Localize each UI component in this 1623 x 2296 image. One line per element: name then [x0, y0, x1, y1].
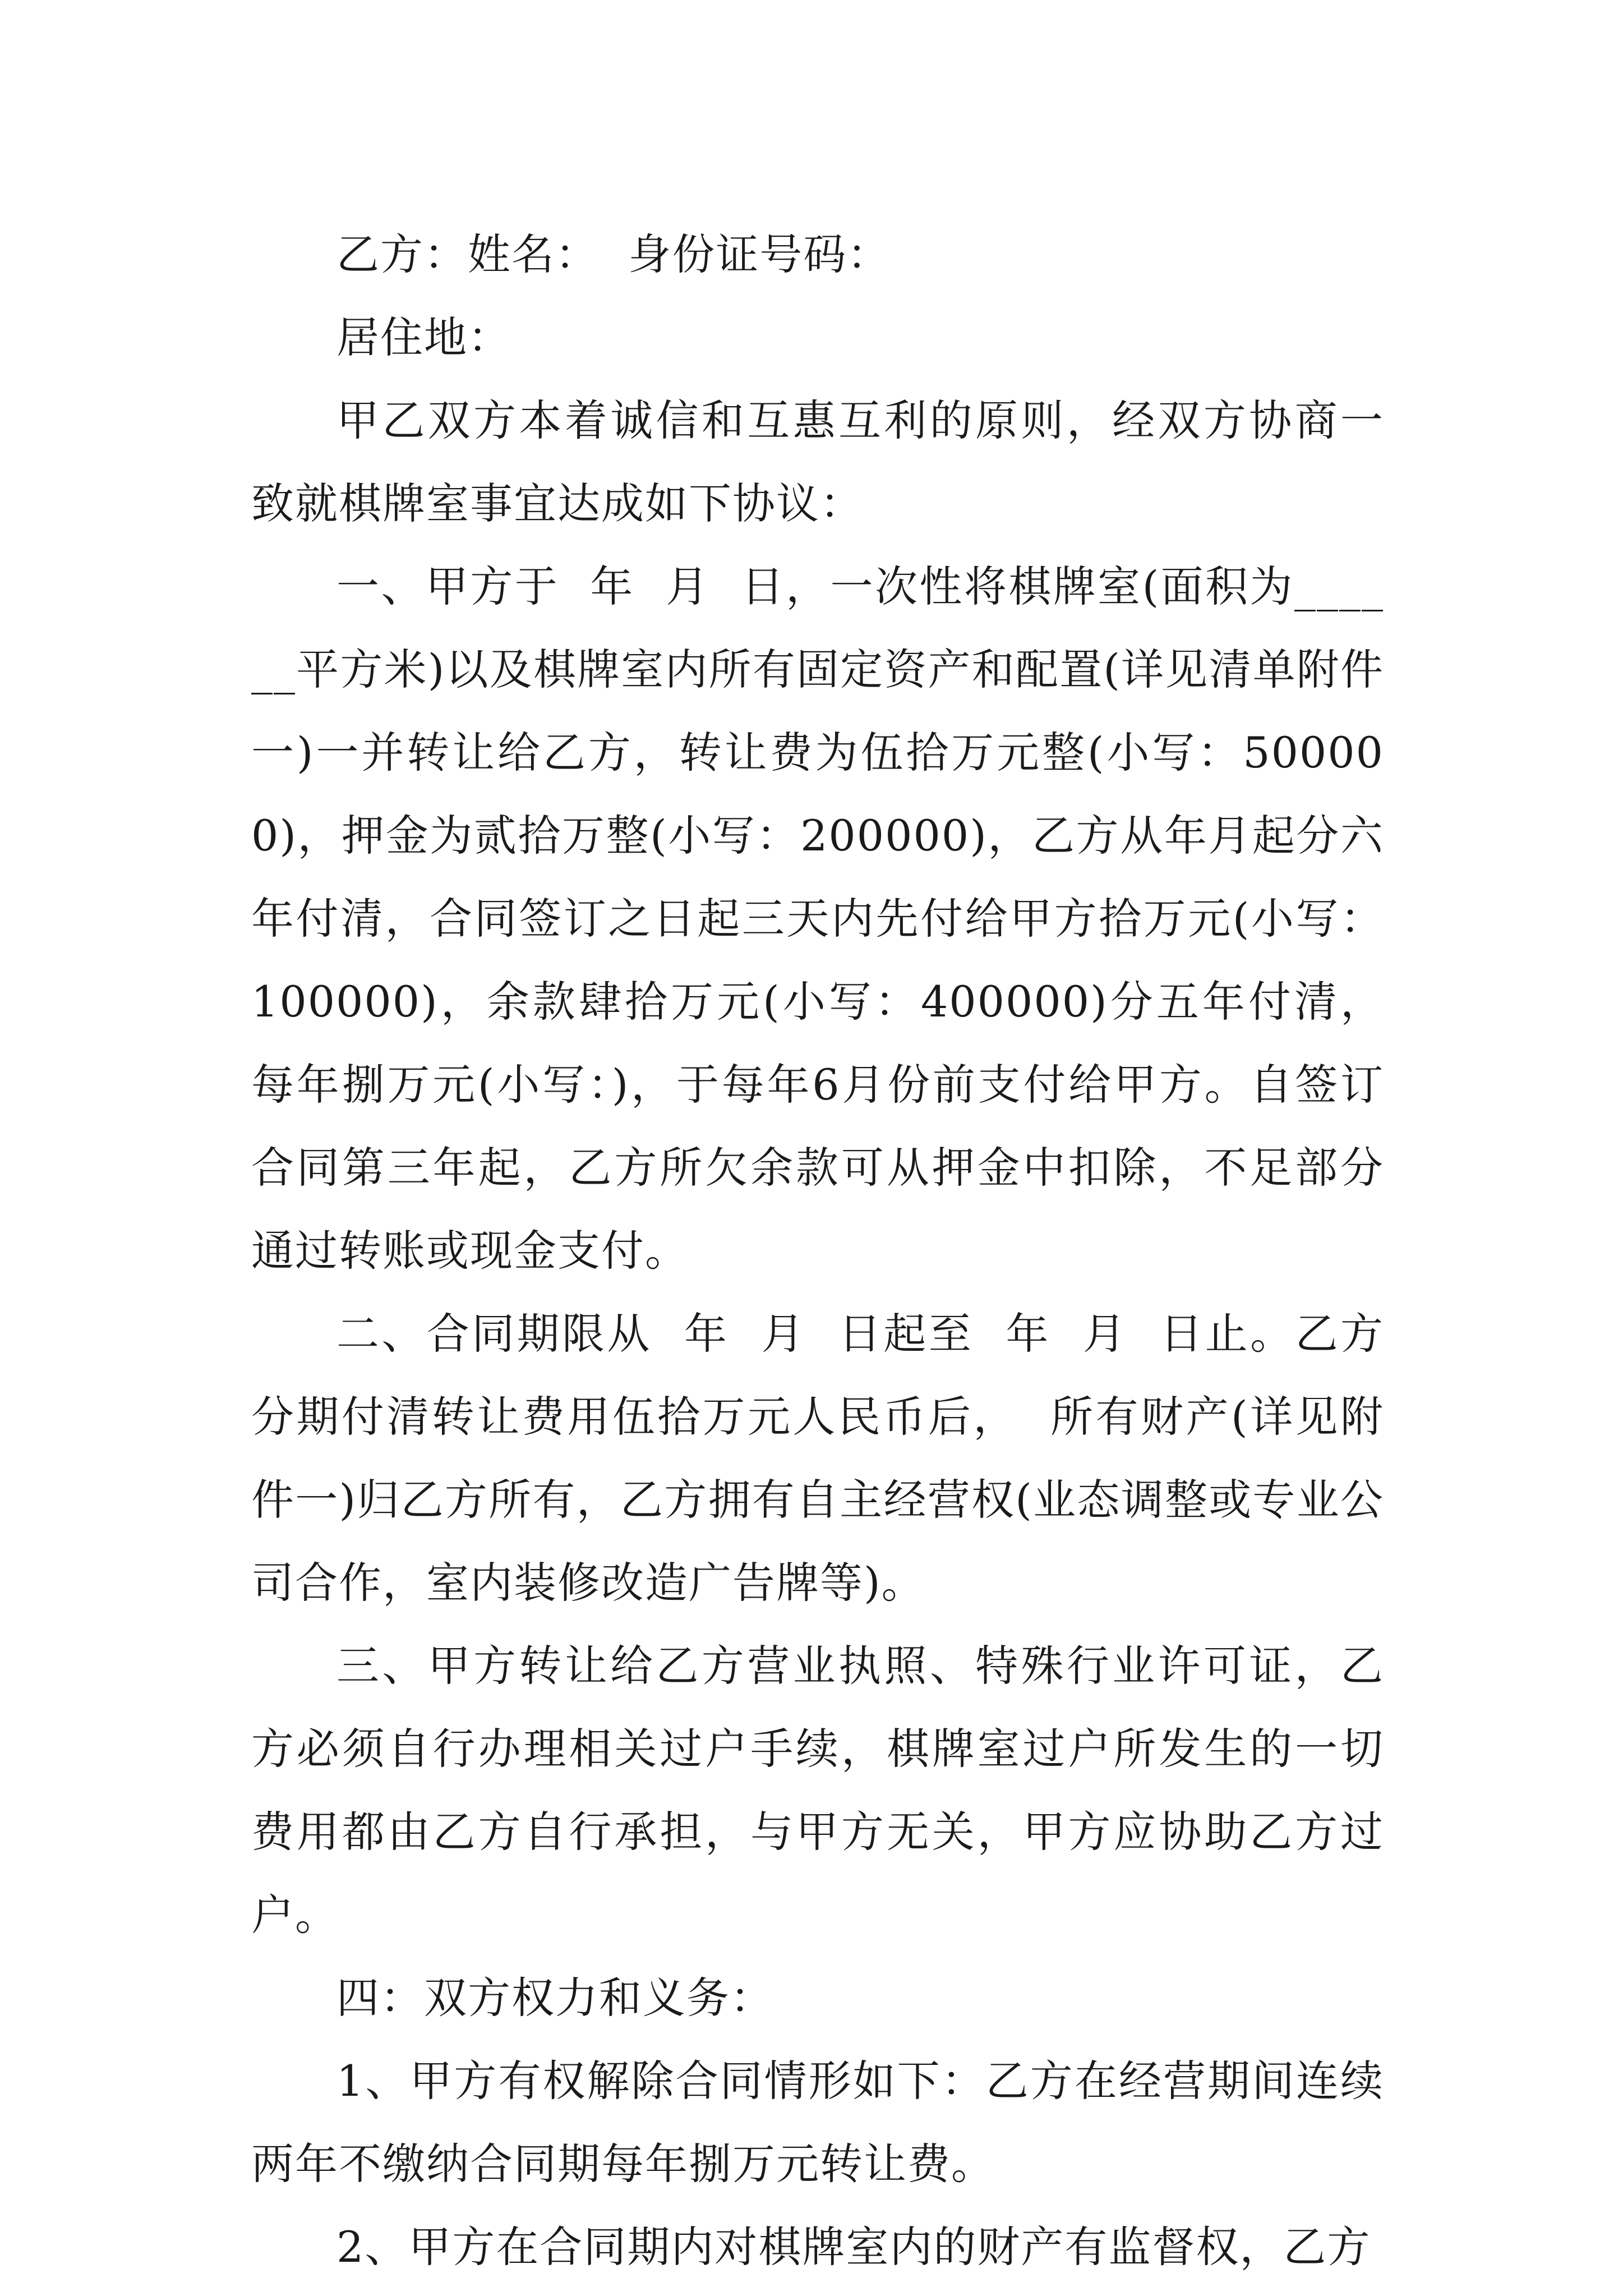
clause-4-item-2: 2、甲方在合同期内对棋牌室内的财产有监督权，乙方 — [336, 2222, 1371, 2272]
clause-4-item-1: 1、甲方有权解除合同情形如下：乙方在经营期间连续两年不缴纳合同期每年捌万元转让费。 — [251, 2056, 1384, 2189]
clause-4-heading: 四：双方权力和义务： — [336, 1973, 774, 2023]
clause-2-paragraph: 二、合同期限从 年 月 日起至 年 月 日止。乙方分期付清转让费用伍拾万元人民币后， 所有财产(详见附件一)归乙方所有，乙方拥有自主经营权(业态调整或专业公司合作，室内装修改造广告牌等)。 — [251, 1309, 1384, 1608]
party-b-name-line: 乙方：姓名： 身份证号码： — [336, 229, 891, 279]
clause-3-paragraph: 三、甲方转让给乙方营业执照、特殊行业许可证，乙方必须自行办理相关过户手续，棋牌室过户所发生的一切费用都由乙方自行承担，与甲方无关，甲方应协助乙方过户。 — [251, 1641, 1384, 1940]
residence-line: 居住地： — [336, 312, 511, 362]
clause-1-paragraph: 一、甲方于 年 月 日，一次性将棋牌室(面积为______平方米)以及棋牌室内所有固定资产和配置(详见清单附件一)一并转让给乙方，转让费为伍拾万元整(小写：500000)，押金为贰拾万整(小写：200000)，乙方从年月起分六年付清，合同签订之日起三天内先付给甲方拾万元(小写：100000)，余款肆拾万元(小写：400000)分五年付清，每年捌万元(小写：)，于每年6月份前支付给甲方。自签订合同第三年起，乙方所欠余款可从押金中扣除，不足部分通过转账或现金支付。 — [251, 562, 1384, 1276]
preamble-paragraph: 甲乙双方本着诚信和互惠互利的原则，经双方协商一致就棋牌室事宜达成如下协议： — [251, 395, 1384, 528]
contract-body — [251, 213, 1384, 2289]
